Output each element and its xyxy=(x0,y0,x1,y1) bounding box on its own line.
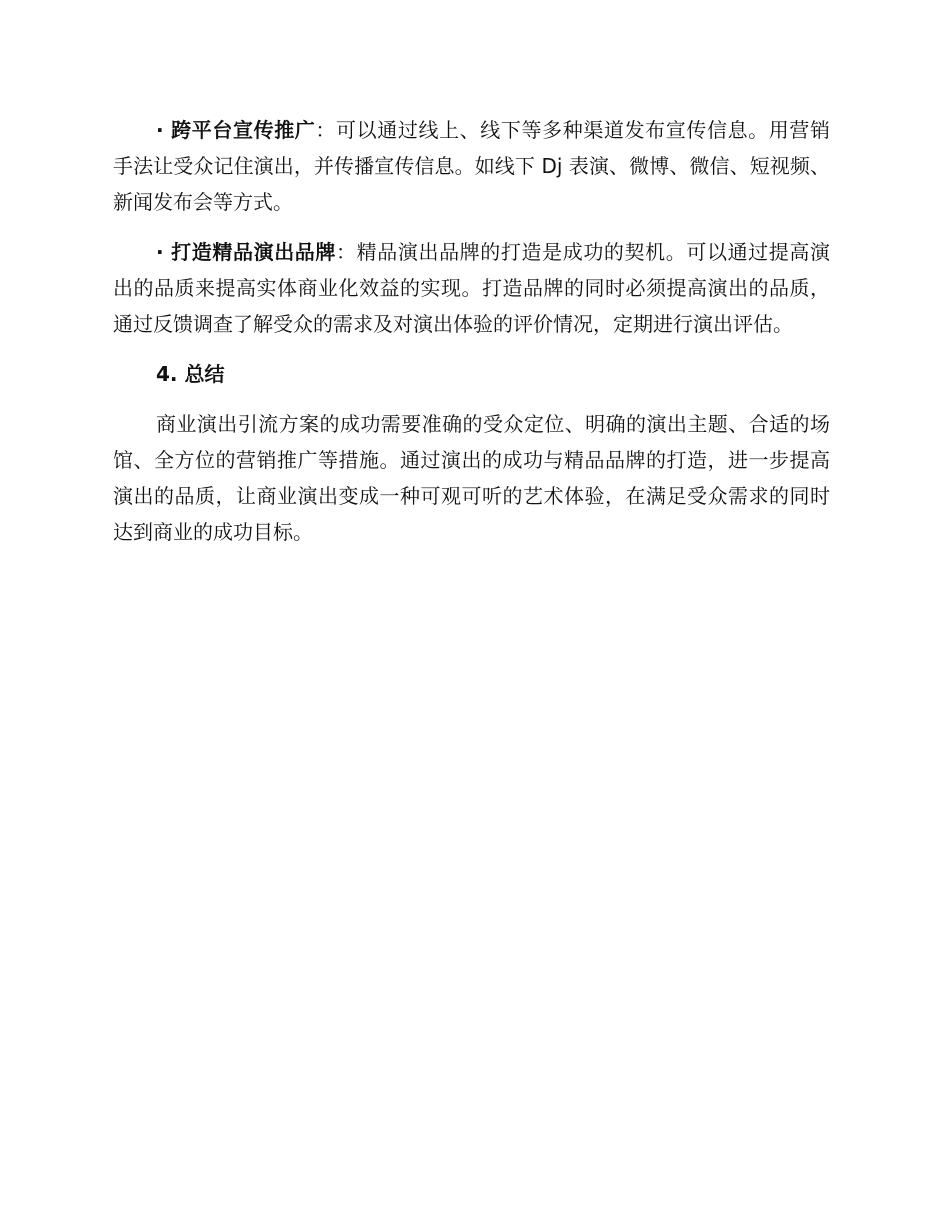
label-separator: ： xyxy=(315,118,337,142)
bullet-label-cross-platform: · 跨平台宣传推广 xyxy=(156,118,316,142)
paragraph-brand-building xyxy=(113,234,830,342)
paragraph-summary: 商业演出引流方案的成功需要准确的受众定位、明确的演出主题、合适的场馆、全方位的营销推广等措施。通过演出的成功与精品品牌的打造，进一步提高演出的品质，让商业演出变成一种可观可听的艺术体验，在满足受众需求的同时达到商业的成功目标。 xyxy=(113,412,830,544)
label-separator: ： xyxy=(336,240,357,264)
document-page xyxy=(113,112,830,550)
paragraph-text: 精品演出品牌的打造是成功的契机。可以通过提高演出的品质来提高实体商业化效益的实现。打造品牌的同时必须提高演出的品质，通过反馈调查了解受众的需求及对演出体验的评价情况，定期进行演出评估。 xyxy=(113,240,831,336)
bullet-label-brand: · 打造精品演出品牌 xyxy=(156,240,337,264)
paragraph-cross-platform-promotion xyxy=(113,112,830,220)
section-heading-summary: 4. 总结 xyxy=(156,362,225,386)
paragraph-text: 可以通过线上、线下等多种渠道发布宣传信息。用营销手法让受众记住演出，并传播宣传信息。如线下 Dj 表演、微博、微信、短视频、新闻发布会等方式。 xyxy=(113,118,831,214)
